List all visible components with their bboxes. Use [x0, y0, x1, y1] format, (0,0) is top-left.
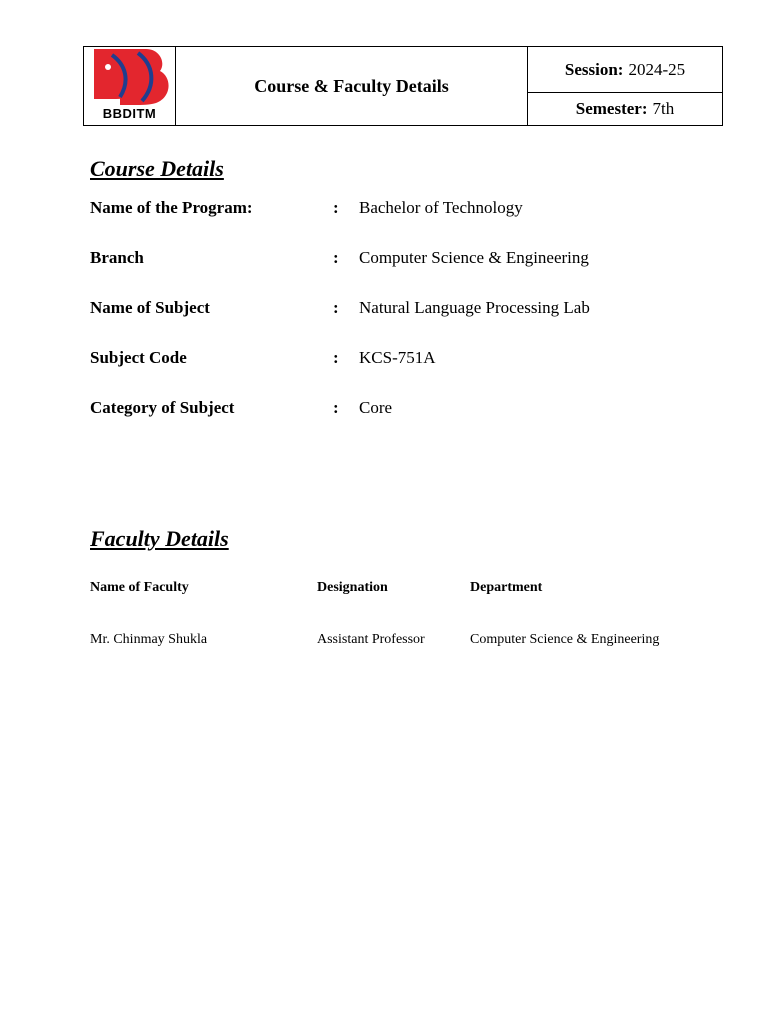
faculty-details-heading: Faculty Details	[90, 526, 229, 551]
column-header-name: Name of Faculty	[90, 580, 189, 595]
detail-label: Name of the Program:	[90, 198, 253, 217]
detail-value: Computer Science & Engineering	[359, 248, 589, 267]
table-row	[90, 632, 730, 652]
detail-row-branch	[90, 248, 690, 272]
detail-row-subject-code	[90, 348, 690, 372]
detail-colon: :	[333, 198, 339, 217]
detail-row-program	[90, 198, 690, 222]
detail-colon: :	[333, 298, 339, 317]
column-header-department: Department	[470, 580, 543, 595]
detail-row-category	[90, 398, 690, 422]
detail-row-subject	[90, 298, 690, 322]
detail-colon: :	[333, 348, 339, 367]
document-header	[83, 46, 723, 126]
detail-value: KCS-751A	[359, 348, 436, 367]
document-title: Course & Faculty Details	[176, 47, 528, 125]
detail-colon: :	[333, 398, 339, 417]
bbditm-logo-icon	[90, 47, 170, 107]
column-header-designation: Designation	[317, 580, 388, 595]
detail-value: Core	[359, 398, 393, 417]
detail-value: Bachelor of Technology	[359, 198, 523, 217]
semester-row	[528, 93, 722, 125]
logo-text: BBDITM	[102, 106, 157, 121]
session-label: Session:	[564, 59, 624, 79]
logo-cell	[84, 47, 176, 125]
faculty-designation: Assistant Professor	[317, 632, 425, 647]
detail-label: Branch	[90, 248, 144, 267]
session-semester-cell	[528, 47, 722, 125]
semester-label: Semester:	[575, 99, 648, 118]
faculty-name: Mr. Chinmay Shukla	[90, 632, 208, 647]
detail-value: Natural Language Processing Lab	[359, 298, 590, 317]
detail-label: Subject Code	[90, 348, 187, 367]
detail-label: Category of Subject	[90, 398, 235, 417]
detail-label: Name of Subject	[90, 298, 210, 317]
session-row	[528, 47, 722, 93]
semester-value: 7th	[652, 99, 675, 118]
course-details-heading: Course Details	[90, 156, 224, 181]
faculty-department: Computer Science & Engineering	[470, 632, 660, 647]
session-value: 2024-25	[628, 59, 686, 79]
faculty-table-header	[90, 580, 730, 600]
detail-colon: :	[333, 248, 339, 267]
